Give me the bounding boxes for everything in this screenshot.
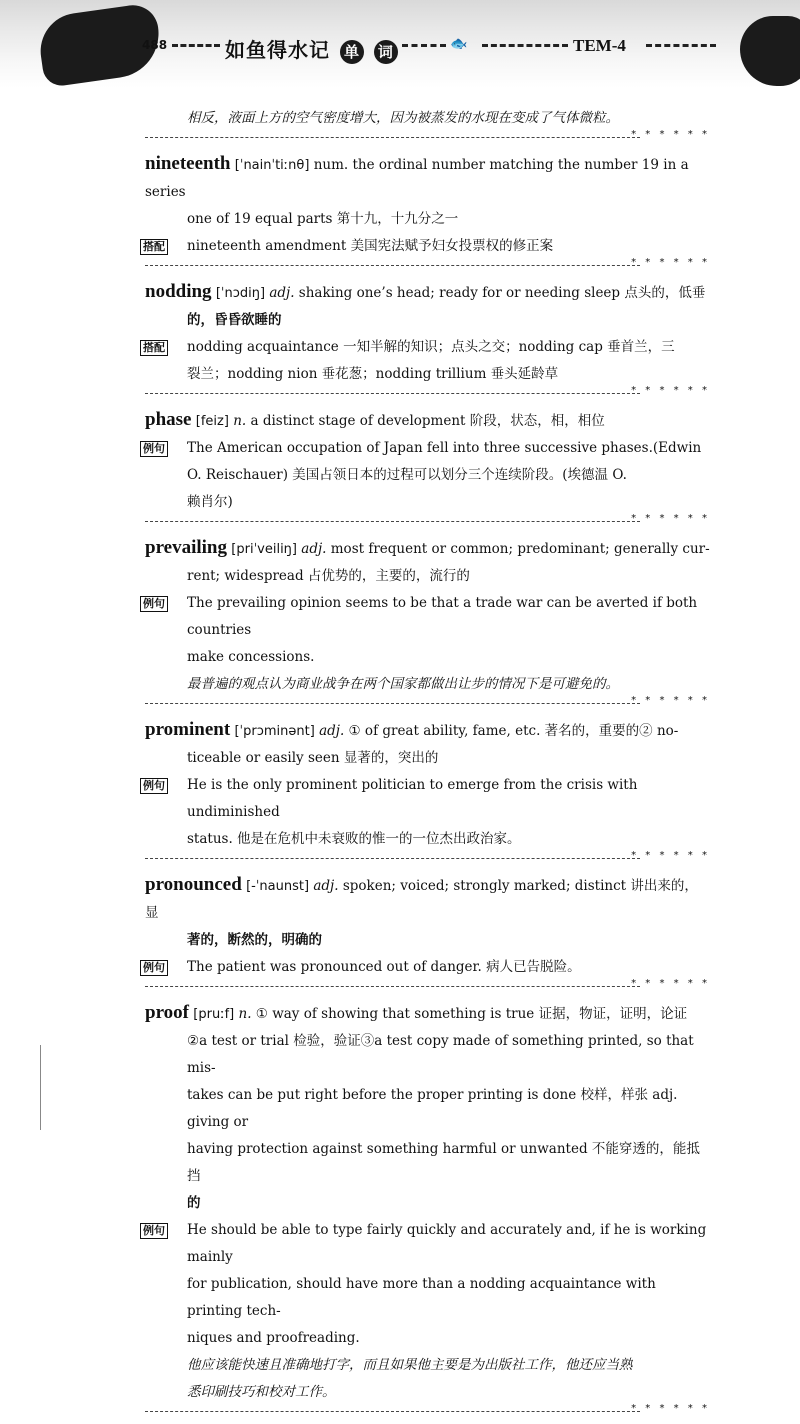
part-of-speech: adj. — [269, 285, 295, 301]
definition: most frequent or common; predominant; generally cur- — [326, 541, 710, 557]
example-translation: 悉印刷技巧和校对工作。 — [187, 1384, 336, 1400]
example-translation: 他应该能快速且准确地打字，而且如果他主要是为出版社工作，他还应当熟 — [187, 1357, 633, 1373]
exam-label: TEM-4 — [573, 36, 626, 55]
example-tag: 例句 — [140, 778, 168, 794]
phonetic: [feiz] — [195, 414, 229, 429]
page-header — [0, 0, 800, 88]
entry-prominent — [145, 716, 710, 867]
definition: takes can be put right before the proper printing is done 校样，样张 adj. giving or — [187, 1087, 678, 1130]
definition: ① of great ability, fame, etc. 著名的，重要的② no- — [344, 723, 679, 739]
entry-nodding — [145, 278, 710, 402]
example: nineteenth amendment 美国宪法赋予妇女投票权的修正案 — [187, 238, 554, 254]
headword: nodding — [145, 281, 212, 302]
example: The patient was pronounced out of danger. 病人已告脱险。 — [187, 959, 581, 975]
definition: a distinct stage of development 阶段，状态，相，相位 — [246, 413, 605, 429]
header-dashes — [482, 44, 568, 47]
example: status. 他是在危机中未衰败的惟一的一位杰出政治家。 — [187, 831, 521, 847]
definition: spoken; voiced; strongly marked; distinct 讲出来的，显 — [145, 878, 698, 921]
part-of-speech: adj. — [313, 878, 339, 894]
entry-proof — [145, 999, 710, 1420]
phonetic: [ˈnɔdiŋ] — [215, 286, 266, 301]
entry-prevailing — [145, 534, 710, 712]
separator: * * * * * * — [145, 516, 710, 530]
headword: prevailing — [145, 537, 227, 558]
example: niques and proofreading. — [187, 1330, 360, 1346]
example: He should be able to type fairly quickly and accurately and, if he is working mainly — [187, 1222, 707, 1265]
top-line: 相反，液面上方的空气密度增大，因为被蒸发的水现在变成了气体微粒。 — [187, 110, 619, 126]
headword: prominent — [145, 719, 231, 740]
example: nodding acquaintance 一知半解的知识；点头之交；nodding cap 垂首兰，三 — [187, 339, 675, 355]
example: make concessions. — [187, 649, 315, 665]
collocation-tag: 搭配 — [140, 340, 168, 356]
example-tag: 例句 — [140, 596, 168, 612]
part-of-speech: n. — [233, 413, 247, 429]
entry-nineteenth — [145, 150, 710, 274]
example: for publication, should have more than a nodding acquaintance with printing tech- — [187, 1276, 656, 1319]
dictionary-content — [145, 105, 710, 1424]
part-of-speech: adj. — [301, 541, 327, 557]
definition: one of 19 equal parts 第十九，十九分之一 — [187, 211, 459, 227]
definition: ②a test or trial 检验，验证③a test copy made of something printed, so that mis- — [187, 1033, 694, 1076]
definition: rent; widespread 占优势的，主要的，流行的 — [187, 568, 470, 584]
circle-char-1: 单 — [340, 40, 364, 64]
collocation-tag: 搭配 — [140, 239, 168, 255]
definition: shaking one’s head; ready for or needing sleep 点头的，低垂 — [294, 285, 706, 301]
definition: having protection against something harmful or unwanted 不能穿透的，能抵挡 — [187, 1141, 700, 1184]
header-dashes — [172, 44, 220, 47]
separator: * * * * * * — [145, 981, 710, 995]
definition: num. the ordinal number matching the number 19 in a series — [145, 157, 689, 200]
definition: 著的，断然的，明确的 — [187, 932, 322, 948]
definition: 的 — [187, 1195, 201, 1211]
example-translation: 最普遍的观点认为商业战争在两个国家都做出让步的情况下是可避免的。 — [187, 676, 619, 692]
headword: pronounced — [145, 874, 242, 895]
phonetic: [ˈprɔminənt] — [234, 724, 315, 739]
example: He is the only prominent politician to emerge from the crisis with undiminished — [187, 777, 638, 820]
separator: * * * * * * — [145, 698, 710, 712]
headword: proof — [145, 1002, 189, 1023]
phonetic: [priˈveiliŋ] — [231, 542, 297, 557]
example: O. Reischauer) 美国占领日本的过程可以划分三个连续阶段。(埃德温 O. — [187, 467, 627, 483]
book-title — [225, 34, 398, 64]
phonetic: [pruːf] — [193, 1007, 235, 1022]
phonetic: [ˈnainˈtiːnθ] — [234, 158, 310, 173]
example: The prevailing opinion seems to be that a trade war can be averted if both countries — [187, 595, 698, 638]
entry-pronounced — [145, 871, 710, 995]
page-number: 488 — [142, 38, 168, 52]
example-tag: 例句 — [140, 1223, 168, 1239]
definition: ① way of showing that something is true 证据，物证，证明，论证 — [251, 1006, 688, 1022]
example: The American occupation of Japan fell into three successive phases.(Edwin — [187, 440, 702, 456]
book-title-text: 如鱼得水记 — [225, 38, 330, 62]
fish-icon: 🐟 — [450, 36, 468, 52]
headword: nineteenth — [145, 153, 231, 174]
header-dashes — [646, 44, 716, 47]
example-tag: 例句 — [140, 441, 168, 457]
headword: phase — [145, 409, 192, 430]
header-dashes — [402, 44, 446, 47]
example: 赖肖尔) — [187, 494, 233, 510]
example-tag: 例句 — [140, 960, 168, 976]
fish-logo-right — [740, 16, 800, 86]
phonetic: [-ˈnaunst] — [246, 879, 310, 894]
entry-phase — [145, 406, 710, 530]
definition: ticeable or easily seen 显著的，突出的 — [187, 750, 439, 766]
definition: 的，昏昏欲睡的 — [187, 312, 282, 328]
part-of-speech: n. — [238, 1006, 252, 1022]
part-of-speech: adj. — [319, 723, 345, 739]
separator: * * * * * * — [145, 132, 710, 146]
separator: * * * * * * — [145, 1406, 710, 1420]
example: 裂兰；nodding nion 垂花葱；nodding trillium 垂头延龄草 — [187, 366, 559, 382]
margin-line — [40, 1045, 41, 1130]
separator: * * * * * * — [145, 853, 710, 867]
separator: * * * * * * — [145, 388, 710, 402]
circle-char-2: 词 — [374, 40, 398, 64]
separator: * * * * * * — [145, 260, 710, 274]
